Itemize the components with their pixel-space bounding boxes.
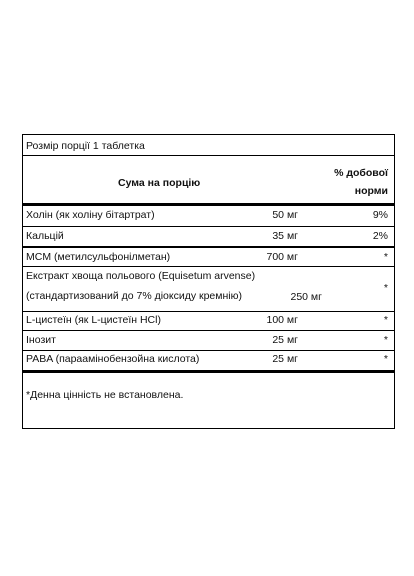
divider [23, 350, 394, 351]
header-daily-value-line2: норми [354, 185, 388, 197]
ingredient-name-line2: (стандартизований до 7% діоксиду кремнію) [26, 290, 242, 302]
ingredient-amount: 35 мг [272, 230, 298, 242]
supplement-facts-panel [22, 134, 395, 429]
ingredient-name: Холін (як холіну бітартрат) [26, 209, 155, 221]
ingredient-name: Кальцій [26, 230, 64, 242]
ingredient-dv: * [383, 353, 388, 365]
divider [23, 266, 394, 267]
divider-thick [23, 203, 394, 206]
divider [23, 330, 394, 331]
footnote: *Денна цінність не встановлена. [26, 389, 184, 401]
header-daily-value-line1: % добової [334, 167, 388, 179]
ingredient-name-line1: Екстракт хвоща польового (Equisetum arvense) [26, 270, 256, 282]
ingredient-dv: 9% [372, 209, 388, 221]
divider-thick [23, 370, 394, 373]
header-amount-per-serving: Сума на порцію [118, 177, 201, 189]
ingredient-dv: * [383, 282, 388, 294]
divider [23, 311, 394, 312]
ingredient-dv: 2% [372, 230, 388, 242]
ingredient-name: MCM (метилсульфонілметан) [26, 251, 171, 263]
table-row [23, 270, 394, 310]
divider [23, 155, 394, 156]
ingredient-dv: * [383, 334, 388, 346]
serving-size: Розмір порції 1 таблетка [26, 140, 145, 152]
ingredient-amount: 100 мг [266, 314, 298, 326]
ingredient-name: Інозит [26, 334, 56, 346]
ingredient-amount: 250 мг [290, 291, 322, 303]
ingredient-amount: 700 мг [266, 251, 298, 263]
divider [23, 226, 394, 227]
ingredient-dv: * [383, 314, 388, 326]
ingredient-amount: 25 мг [272, 334, 298, 346]
ingredient-name: PABA (параамінобензойна кислота) [26, 353, 200, 365]
ingredient-dv: * [383, 251, 388, 263]
ingredient-amount: 25 мг [272, 353, 298, 365]
ingredient-amount: 50 мг [272, 209, 298, 221]
ingredient-name: L-цистеїн (як L-цистеїн HCl) [26, 314, 161, 326]
divider-thick [23, 246, 394, 248]
